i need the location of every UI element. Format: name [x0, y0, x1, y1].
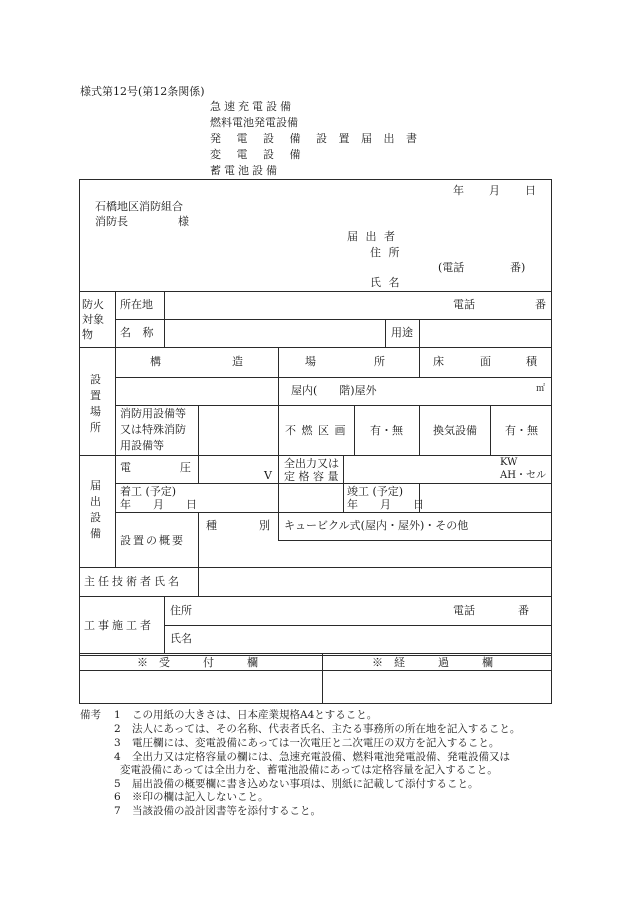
target-section-label: 防火対象物: [82, 298, 104, 341]
equipment-section-label: 届出設備: [90, 479, 101, 540]
line-h-377: [115, 377, 552, 378]
note-text: ※印の欄は記入しないこと。: [132, 791, 269, 803]
note-text: 法人にあっては、その名称、代表者氏名、主たる事務所の所在地を記入すること。: [132, 723, 521, 735]
target-phone-label: 電話: [453, 298, 475, 311]
border-bottom: [79, 703, 552, 704]
voltage-label-1: 電: [120, 461, 131, 474]
line-v-278c: [278, 512, 279, 540]
applicant-label: 届 出 者: [347, 230, 397, 243]
start-date: 年 月 日: [120, 498, 197, 511]
title-line-battery: 蓄電池設備: [210, 164, 280, 177]
fire-equipment-label-line1: 消防用設備等: [120, 407, 186, 420]
addressee-sama: 様: [178, 215, 189, 228]
place-label-1: 場: [305, 355, 316, 368]
output-label-1: 全出力又は: [284, 457, 339, 470]
note-num: 4: [114, 751, 121, 763]
target-phone-ban: 番: [535, 298, 546, 311]
note-text: 変電設備にあっては全出力を、蓄電池設備にあっては定格容量を記入すること。: [120, 764, 498, 776]
floor-area-label-1: 床: [433, 355, 444, 368]
overview-label: 設置の概要: [120, 534, 185, 547]
contractor-name-label: 氏名: [170, 632, 192, 645]
line-v-164: [164, 291, 165, 347]
end-date: 年 月 日: [347, 498, 424, 511]
line-h-405: [115, 405, 552, 406]
note-num: 3: [114, 737, 121, 749]
floor-area-label-3: 積: [526, 355, 537, 368]
line-h-455: [79, 455, 552, 456]
target-name-label: 名 称: [120, 326, 158, 339]
line-h-291: [79, 291, 552, 292]
target-location-label: 所在地: [120, 298, 153, 311]
install-section-label: 設置場所: [90, 373, 101, 434]
progress-box-label: ※ 経 過 欄: [372, 656, 493, 669]
line-h-653: [79, 653, 552, 654]
fireproof-label: 不 燃 区 画: [285, 424, 347, 437]
applicant-phone-ban: 番): [510, 261, 526, 274]
line-v-419b: [419, 347, 420, 377]
note-text: この用紙の大きさは、日本産業規格A4とすること。: [132, 709, 378, 721]
note-text: 電圧欄には、変電設備にあっては一次電圧と二次電圧の双方を記入すること。: [132, 737, 500, 749]
note-num: 7: [114, 805, 121, 817]
addressee-org: 石橋地区消防組合: [95, 200, 183, 213]
line-h-540: [278, 540, 552, 541]
line-v-278a: [278, 347, 279, 455]
output-label-2: 定 格 容 量: [284, 470, 339, 483]
line-v-115a: [115, 291, 116, 347]
line-h-319: [115, 319, 552, 320]
title-line-quick-charger: 急速充電設備: [210, 100, 294, 113]
date-year: 年: [453, 184, 464, 197]
line-v-385: [385, 319, 386, 347]
line-h-347: [79, 347, 552, 348]
line-h-596: [79, 596, 552, 597]
contractor-phone-label: 電話: [453, 604, 475, 617]
fire-equipment-label-line2: 又は特殊消防: [120, 423, 186, 436]
line-h-567: [79, 567, 552, 568]
ventilation-yes-no[interactable]: 有・無: [505, 424, 538, 437]
type-label-2: 別: [259, 519, 270, 532]
note-num: 6: [114, 791, 121, 803]
unit-kw: KW: [500, 457, 518, 468]
ventilation-label: 換気設備: [433, 424, 477, 437]
engineer-label: 主任技術者氏名: [84, 575, 182, 588]
structure-label-1: 構: [150, 355, 161, 368]
target-use-label: 用途: [391, 326, 413, 339]
date-day: 日: [525, 184, 536, 197]
line-v-164b: [164, 596, 165, 653]
addressee-title: 消防長: [95, 215, 128, 228]
line-v-490: [490, 405, 491, 455]
fire-equipment-label-line3: 用設備等: [120, 439, 164, 452]
border-left: [79, 179, 80, 704]
line-v-343b: [343, 483, 344, 512]
border-top: [79, 179, 552, 180]
structure-label-2: 造: [232, 355, 243, 368]
title-line-substation: 変 電 設 備: [210, 148, 307, 161]
address-label: 住 所: [370, 246, 402, 259]
date-month: 月: [489, 184, 500, 197]
line-v-198c: [198, 512, 199, 567]
fireproof-yes-no[interactable]: 有・無: [370, 424, 403, 437]
applicant-phone-label: (電話: [438, 261, 465, 274]
line-v-322: [322, 653, 323, 703]
note-num: 1: [114, 709, 121, 721]
line-h-625: [164, 625, 552, 626]
line-v-198b: [198, 455, 199, 483]
area-unit: ㎡: [536, 384, 546, 394]
contractor-phone-ban: 番: [518, 604, 529, 617]
note-num: 5: [114, 778, 121, 790]
contractor-label: 工事施工者: [84, 619, 154, 632]
line-v-343a: [343, 455, 344, 483]
start-label: 着工 (予定): [120, 485, 177, 498]
line-v-419: [419, 319, 420, 347]
note-text: 届出設備の概要欄に書き込めない事項は、別紙に記載して添付すること。: [132, 778, 479, 790]
place-label-2: 所: [374, 355, 385, 368]
reception-box-label: ※ 受 付 欄: [137, 656, 258, 669]
voltage-unit: V: [264, 469, 272, 482]
end-label: 竣工 (予定): [347, 485, 404, 498]
line-v-419c: [419, 405, 420, 455]
voltage-label-2: 圧: [180, 461, 191, 474]
indoor-outdoor-option: 屋内( 階)屋外: [291, 384, 377, 397]
floor-area-label-2: 面: [480, 355, 491, 368]
contractor-address-label: 住所: [170, 604, 192, 617]
unit-ah: AH・セル: [500, 470, 546, 481]
note-text: 当該設備の設計図書等を添付すること。: [132, 805, 321, 817]
title-line-fuel-cell: 燃料電池発電設備: [210, 116, 298, 129]
title-suffix: 設 置 届 出 書: [316, 132, 421, 145]
line-v-198a: [198, 405, 199, 455]
type-value[interactable]: キュービクル式(屋内・屋外)・その他: [284, 519, 469, 532]
form-number: 様式第12号(第12条関係): [80, 85, 205, 98]
line-v-198d: [198, 567, 199, 596]
note-num: 2: [114, 723, 121, 735]
line-h-670: [79, 670, 552, 671]
line-h-512: [115, 512, 552, 513]
line-v-354: [354, 405, 355, 455]
line-v-278b: [278, 455, 279, 512]
note-text: 全出力又は定格容量の欄には、急速充電設備、燃料電池発電設備、発電設備又は: [132, 751, 510, 763]
notes-heading: 備考: [80, 709, 101, 721]
applicant-name-label: 氏 名: [370, 276, 402, 289]
line-v-115b: [115, 347, 116, 567]
title-line-generator: 発 電 設 備: [210, 132, 307, 145]
line-h-483: [115, 483, 552, 484]
type-label-1: 種: [206, 519, 217, 532]
